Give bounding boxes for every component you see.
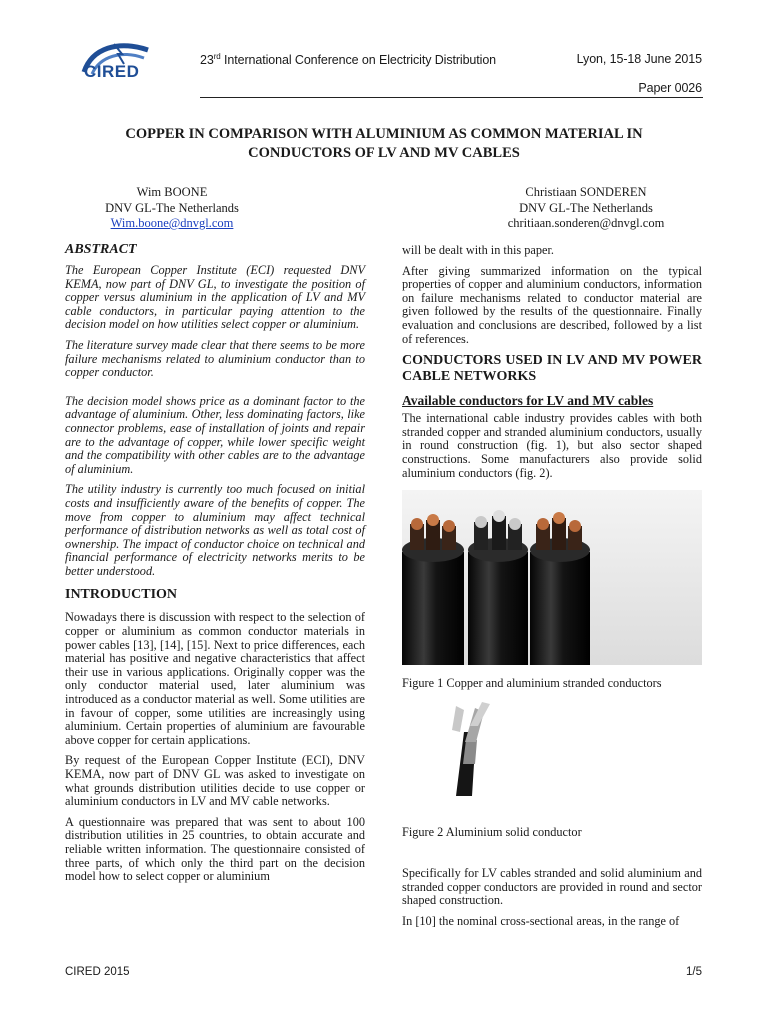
location-date: Lyon, 15-18 June 2015 <box>576 52 702 66</box>
intro-paragraph: By request of the European Copper Institute (ECI), DNV KEMA, now part of DNV GL was asked to investigate on what grounds distribution utilities decide to use copper or aluminium conductors in LV and MV cable networks. <box>65 753 365 809</box>
figure-1-caption: Figure 1 Copper and aluminium stranded conductors <box>402 676 662 690</box>
logo-text: CIRED <box>84 62 140 81</box>
author-name: Wim BOONE <box>136 185 208 199</box>
continued-text: will be dealt with in this paper. <box>402 243 554 257</box>
overview-paragraph: After giving summarized information on the typical properties of copper and aluminium conductors, information on failure mechanisms related to conductor material are given followed by the results of the questionnaire. Finally evaluation and conclusions are described, followed by a list of references. <box>402 263 702 346</box>
footer-left: CIRED 2015 <box>65 966 130 978</box>
section-heading: CONDUCTORS USED IN LV AND MV POWER CABLE NETWORKS <box>402 353 702 385</box>
subsection-paragraph: The international cable industry provides cables with both stranded copper and stranded aluminium conductors, usually in round construction (fig. 1), but also sector shaped constructions. Some manufacturers also provide solid aluminium conductors (fig. 2). <box>402 411 702 480</box>
author-1 <box>72 185 272 232</box>
cable-copper-2 <box>530 512 590 665</box>
author-name: Christiaan SONDEREN <box>525 185 647 199</box>
figure-2-image <box>446 702 506 798</box>
author-2 <box>486 185 686 232</box>
subsection-heading: Available conductors for LV and MV cables <box>402 393 654 409</box>
author-affiliation: DNV GL-The Netherlands <box>519 200 653 215</box>
body-paragraph: In [10] the nominal cross-sectional areas, in the range of <box>402 913 680 928</box>
left-column <box>65 242 365 891</box>
abstract-paragraph: The utility industry is currently too much focused on initial costs and insufficiently aware of the benefits of copper. The move from copper to aluminium may affect technical performance of distribution networks as well as total cost of ownership. The impact of conductor choice on technical and financial performance of electricity networks merits to be better understood. <box>65 482 365 578</box>
figure-2-caption: Figure 2 Aluminium solid conductor <box>402 825 582 839</box>
paper-number: Paper 0026 <box>638 81 702 95</box>
body-paragraph: Specifically for LV cables stranded and solid aluminium and stranded copper conductors are provided in round and sector shaped construction. <box>402 866 702 908</box>
abstract-heading: ABSTRACT <box>65 242 137 257</box>
right-column-top <box>402 244 702 487</box>
author-email-link[interactable]: Wim.boone@dnvgl.com <box>110 216 234 230</box>
abstract-paragraph: The literature survey made clear that there seems to be more failure mechanisms related to aluminium conductor than to copper conductor. <box>65 337 365 380</box>
conference-name: 23rd International Conference on Electricity Distribution <box>200 52 497 68</box>
cable-copper <box>402 514 464 665</box>
header-rule <box>200 97 703 98</box>
intro-paragraph: Nowadays there is discussion with respect to the selection of copper or aluminium as common conductor materials in power cables [13], [14], [15]. Next to price differences, each material has positive and negative characteristics that affect their use in various applications. Originally copper was the only conductor material used, later aluminium was introduced as a conductor material as well. Some utilities are in favour of copper, some utilities are increasingly using aluminium. Certain properties of aluminium are favourable above copper for certain applications. <box>65 610 365 747</box>
right-column-bottom <box>402 867 702 935</box>
figure-1-image <box>402 490 702 665</box>
cired-logo <box>78 38 156 84</box>
page-number: 1/5 <box>686 966 702 978</box>
abstract-paragraph: The decision model shows price as a dominant factor to the advantage of aluminium. Other, less dominating factors, like connector problems, ease of installation of joints and repair are to the advantage of copper, while lower specific weight and the compatibility with other cables are to the advantage of aluminium. <box>65 393 365 476</box>
introduction-heading: INTRODUCTION <box>65 587 178 603</box>
author-affiliation: DNV GL-The Netherlands <box>105 200 239 215</box>
cable-aluminium <box>468 510 528 665</box>
intro-paragraph: A questionnaire was prepared that was sent to about 100 distribution utilities in 25 countries, to obtain accurate and reliable written information. The questionnaire consisted of three parts, of which only the third part on the decision model how to select copper or aluminium <box>65 814 365 884</box>
paper-title: COPPER IN COMPARISON WITH ALUMINIUM AS COMMON MATERIAL IN CONDUCTORS OF LV AND MV CABLES <box>125 126 643 161</box>
abstract-paragraph: The European Copper Institute (ECI) requested DNV KEMA, now part of DNV GL, to investigate the position of copper versus aluminium in the application of LV and MV cable conductors, in particular paying attention to the decision model on how utilities select copper or aluminium. <box>65 263 365 332</box>
author-email: chritiaan.sonderen@dnvgl.com <box>507 216 665 230</box>
